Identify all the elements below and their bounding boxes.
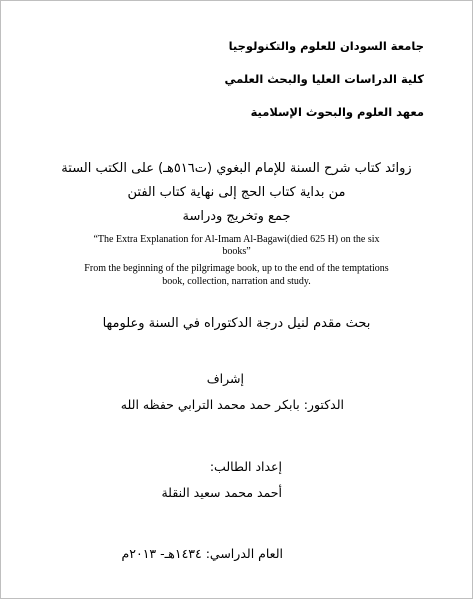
- title-en-line1: “The Extra Explanation for Al-Imam Al-Bagawi(died 625 H) on the six: [93, 234, 380, 245]
- student-name: أحمد محمد سعيد النقلة: [161, 485, 282, 500]
- title-ar-line1: زوائد كتاب شرح السنة للإمام البغوي (ت٥١٦هـ) على الكتب الستة: [61, 161, 412, 176]
- supervisor-name: الدكتور: بابكر حمد محمد الترابي حفظه الله: [120, 397, 344, 412]
- college-name: كلية الدراسات العليا والبحث العلمي: [224, 72, 424, 86]
- institute-name: معهد العلوم والبحوث الإسلامية: [250, 105, 424, 119]
- title-ar-line3: جمع وتخريج ودراسة: [182, 209, 291, 224]
- university-name: جامعة السودان للعلوم والتكنولوجيا: [228, 39, 424, 53]
- title-en-line4: book, collection, narration and study.: [162, 276, 311, 287]
- student-heading: إعداد الطالب:: [209, 459, 282, 474]
- title-en-line3: From the beginning of the pilgrimage book, up to the end of the temptations: [84, 263, 389, 274]
- degree-purpose: بحث مقدم لنيل درجة الدكتوراه في السنة وعلومها: [102, 316, 371, 331]
- title-en-line2: books”: [222, 246, 251, 257]
- supervision-heading: إشراف: [206, 371, 244, 386]
- title-ar-line2: من بداية كتاب الحج إلى نهاية كتاب الفتن: [127, 185, 346, 200]
- academic-year: العام الدراسي: ١٤٣٤هـ- ٢٠١٣م: [121, 546, 283, 561]
